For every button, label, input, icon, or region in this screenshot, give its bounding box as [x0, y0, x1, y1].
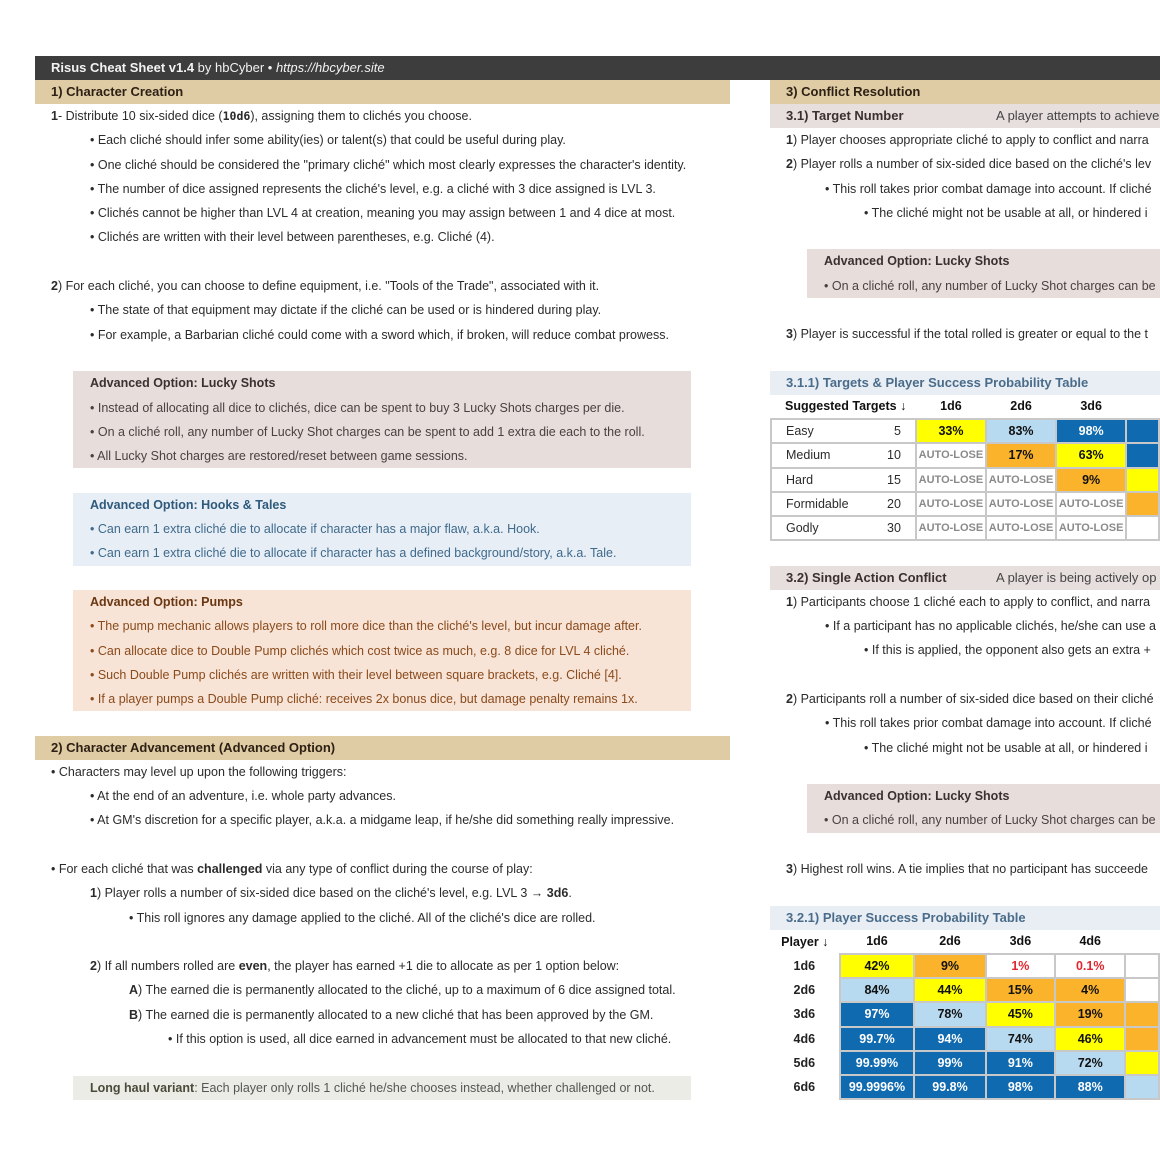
probability-cell: 99.8% — [914, 1075, 985, 1099]
spacer — [770, 833, 1160, 857]
section-conflict-resolution-header: 3) Conflict Resolution — [770, 80, 1160, 104]
targets-table-title: 3.1.1) Targets & Player Success Probability Table — [770, 371, 1160, 395]
column-header: 3d6 — [1009, 934, 1032, 949]
document-title-bar — [35, 56, 1160, 80]
table-row — [771, 516, 1159, 540]
column-header: 2d6 — [939, 934, 961, 949]
creation-bullet: • The number of dice assigned represents the cliché's level, e.g. a cliché with 3 dice assigned is LVL 3. — [90, 181, 656, 196]
column-header: 2d6 — [1010, 399, 1032, 414]
probability-cell: 42% — [840, 954, 915, 978]
player-dice-label: 6d6 — [793, 1080, 816, 1095]
table-row — [770, 1027, 1159, 1051]
conflict-step-2: 2) Participants roll a number of six-sided dice based on their cliché — [786, 691, 1154, 706]
difficulty-label: Godly — [771, 516, 875, 540]
probability-cell: 9% — [1056, 468, 1126, 492]
probability-cell: 0.1% — [1055, 954, 1125, 978]
table-row — [770, 1075, 1159, 1099]
probability-cell: AUTO-LOSE — [1056, 492, 1126, 516]
probability-cell: 88% — [1055, 1075, 1125, 1099]
pumps-bullet: • The pump mechanic allows players to roll more dice than the cliché's level, but incur damage after. — [90, 619, 642, 634]
column-header: 1d6 — [940, 399, 962, 414]
creation-step-1: 1- Distribute 10 six-sided dice (10d6), assigning them to clichés you choose. — [51, 109, 472, 123]
probability-cell: 1% — [986, 954, 1056, 978]
pumps-title: Advanced Option: Pumps — [90, 594, 243, 609]
probability-cell: 63% — [1056, 443, 1126, 467]
creation-bullet: • Each cliché should infer some ability(ies) or talent(s) that could be useful during play. — [90, 133, 566, 148]
advancement-step-1: 1) Player rolls a number of six-sided dice based on the cliché's level, e.g. LVL 3 → 3d6. — [90, 886, 572, 901]
probability-cell: 99.9996% — [840, 1075, 915, 1099]
player-header: Player ↓ — [781, 934, 829, 949]
lucky-shots-option-box — [807, 249, 1160, 298]
target-value: 20 — [875, 492, 916, 516]
spacer — [35, 1051, 730, 1075]
probability-cell: 94% — [914, 1027, 985, 1051]
target-step-2: 2) Player rolls a number of six-sided dice based on the cliché's lev — [786, 157, 1152, 172]
spacer — [35, 930, 730, 954]
section-character-advancement-header: 2) Character Advancement (Advanced Option) — [35, 736, 730, 760]
lucky-shots-option-box — [73, 371, 691, 468]
conflict-step-1: 1) Participants choose 1 cliché each to apply to conflict, and narra — [786, 594, 1151, 609]
target-step-1: 1) Player chooses appropriate cliché to apply to conflict and narra — [786, 133, 1149, 147]
table-row — [771, 443, 1159, 467]
advancement-challenged: • For each cliché that was challenged via any type of conflict during the course of play: — [51, 861, 533, 876]
probability-cell: 83% — [986, 419, 1056, 443]
probability-cell-clipped — [1125, 1051, 1159, 1075]
probability-cell: 9% — [914, 954, 985, 978]
spacer — [770, 663, 1160, 687]
table-row — [770, 978, 1159, 1002]
probability-cell: AUTO-LOSE — [986, 468, 1056, 492]
probability-cell: AUTO-LOSE — [1056, 516, 1126, 540]
probability-cell-clipped — [1126, 516, 1159, 540]
hooks-tales-bullet: • Can earn 1 extra cliché die to allocate if character has a major flaw, a.k.a. Hook. — [90, 522, 540, 537]
probability-cell: AUTO-LOSE — [916, 443, 986, 467]
advancement-step-2: 2) If all numbers rolled are even, the player has earned +1 die to allocate as per 1 option below: — [90, 959, 620, 974]
probability-cell-clipped — [1125, 1002, 1159, 1026]
target-step-3: 3) Player is successful if the total rolled is greater or equal to the t — [786, 327, 1148, 342]
conflict-step-1-note: • If a participant has no applicable clichés, he/she can use a — [825, 619, 1156, 634]
conflict-step-2-subnote: • The cliché might not be usable at all, or hindered i — [864, 740, 1148, 755]
advancement-step-1-note: • This roll ignores any damage applied to the cliché. All of the cliché's dice are rolled. — [129, 910, 596, 925]
advancement-option-b-note: • If this option is used, all dice earned in advancement must be allocated to that new cliché. — [168, 1031, 672, 1046]
target-step-2-note: • This roll takes prior combat damage into account. If cliché — [825, 181, 1152, 196]
player-dice-label: 4d6 — [793, 1031, 816, 1046]
probability-cell: 45% — [986, 1002, 1056, 1026]
spacer — [35, 833, 730, 857]
pumps-bullet: • If a player pumps a Double Pump cliché: receives 2x bonus dice, but damage penalty remains 1x. — [90, 692, 638, 707]
player-dice-label: 3d6 — [793, 1007, 816, 1022]
advancement-option-b: B) The earned die is permanently allocated to a new cliché that has been approved by the GM. — [129, 1007, 654, 1022]
probability-cell-clipped — [1126, 468, 1159, 492]
long-haul-variant-box: Long haul variant: Each player only rolls 1 cliché he/she chooses instead, whether challenged or not. — [73, 1076, 691, 1100]
probability-cell: 98% — [1056, 419, 1126, 443]
target-value: 10 — [875, 443, 916, 467]
difficulty-label: Medium — [771, 443, 875, 467]
probability-cell: 72% — [1055, 1051, 1125, 1075]
spacer — [35, 711, 730, 735]
targets-probability-table — [770, 395, 1160, 541]
probability-cell-clipped — [1125, 1075, 1159, 1099]
lucky-shots-bullet: • On a cliché roll, any number of Lucky Shot charges can be — [824, 813, 1156, 828]
probability-cell: 17% — [986, 443, 1056, 467]
lucky-shots-bullet: • All Lucky Shot charges are restored/reset between game sessions. — [90, 449, 468, 464]
lucky-shots-title: Advanced Option: Lucky Shots — [824, 789, 1010, 804]
table-row — [771, 468, 1159, 492]
probability-cell-clipped — [1126, 443, 1159, 467]
spacer — [35, 566, 730, 590]
probability-cell: 44% — [914, 978, 985, 1002]
spacer — [35, 468, 730, 492]
probability-cell-clipped — [1126, 492, 1159, 516]
probability-cell-clipped — [1125, 978, 1159, 1002]
probability-cell: 19% — [1055, 1002, 1125, 1026]
subsection-target-number-header: 3.1) Target Number A player attempts to achieve — [770, 104, 1160, 128]
probability-cell: AUTO-LOSE — [986, 516, 1056, 540]
equipment-bullet: • The state of that equipment may dictate if the cliché can be used or is hindered during play. — [90, 303, 602, 318]
table-row — [770, 1002, 1159, 1026]
probability-cell: 99% — [914, 1051, 985, 1075]
lucky-shots-title: Advanced Option: Lucky Shots — [90, 376, 276, 391]
advancement-intro: • Characters may level up upon the following triggers: — [51, 764, 347, 779]
player-success-probability-table — [770, 930, 1160, 1101]
probability-cell-clipped — [1125, 954, 1159, 978]
probability-cell: 15% — [986, 978, 1056, 1002]
target-value: 5 — [875, 419, 916, 443]
right-column — [770, 80, 1160, 1100]
lucky-shots-title: Advanced Option: Lucky Shots — [824, 254, 1010, 269]
hooks-tales-bullet: • Can earn 1 extra cliché die to allocate if character has a defined background/story, a.k.a. Tale. — [90, 546, 617, 561]
advancement-trigger: • At GM's discretion for a specific player, a.k.a. a midgame leap, if he/she did something really impressive. — [90, 813, 675, 828]
spacer — [35, 250, 730, 274]
probability-cell: 78% — [914, 1002, 985, 1026]
pumps-bullet: • Can allocate dice to Double Pump clichés which cost twice as much, e.g. 8 dice for LVL 4 cliché. — [90, 643, 630, 658]
conflict-step-1-subnote: • If this is applied, the opponent also gets an extra + — [864, 643, 1151, 658]
probability-cell-clipped — [1126, 419, 1159, 443]
probability-cell: 46% — [1055, 1027, 1125, 1051]
equipment-bullet: • For example, a Barbarian cliché could come with a sword which, if broken, will reduce combat prowess. — [90, 327, 669, 342]
document-title: Risus Cheat Sheet v1.4 — [51, 60, 195, 75]
document-author: by hbCyber • — [194, 60, 276, 75]
probability-cell: 33% — [916, 419, 986, 443]
left-column — [35, 80, 730, 1100]
player-dice-label: 5d6 — [793, 1055, 816, 1070]
target-value: 30 — [875, 516, 916, 540]
probability-cell: 98% — [986, 1075, 1056, 1099]
spacer — [770, 881, 1160, 905]
probability-cell: 4% — [1055, 978, 1125, 1002]
suggested-targets-header: Suggested Targets ↓ — [785, 399, 907, 414]
spacer — [770, 298, 1160, 322]
column-header: 4d6 — [1079, 934, 1101, 949]
pumps-bullet: • Such Double Pump clichés are written with their level between square brackets, e.g. Cliché [4]. — [90, 667, 622, 682]
player-success-table-title: 3.2.1) Player Success Probability Table — [770, 906, 1160, 930]
conflict-step-3: 3) Highest roll wins. A tie implies that no participant has succeede — [786, 862, 1148, 877]
target-step-2-subnote: • The cliché might not be usable at all, or hindered i — [864, 205, 1148, 220]
hooks-tales-option-box — [73, 493, 691, 566]
table-row — [770, 954, 1159, 978]
probability-cell: AUTO-LOSE — [916, 492, 986, 516]
conflict-step-2-note: • This roll takes prior combat damage into account. If cliché — [825, 716, 1152, 731]
spacer — [770, 347, 1160, 371]
probability-cell: 99.99% — [840, 1051, 915, 1075]
player-dice-label: 2d6 — [793, 983, 816, 998]
target-value: 15 — [875, 468, 916, 492]
probability-cell: AUTO-LOSE — [986, 492, 1056, 516]
table-row — [771, 419, 1159, 443]
difficulty-label: Hard — [771, 468, 875, 492]
column-header: 3d6 — [1080, 399, 1102, 414]
spacer — [35, 347, 730, 371]
probability-cell: 91% — [986, 1051, 1056, 1075]
section-character-creation-header: 1) Character Creation — [35, 80, 730, 104]
spacer — [770, 541, 1160, 565]
creation-step-2: 2) For each cliché, you can choose to define equipment, i.e. "Tools of the Trade", associated with it. — [51, 279, 600, 294]
probability-cell: AUTO-LOSE — [916, 516, 986, 540]
pumps-option-box — [73, 590, 691, 711]
difficulty-label: Easy — [771, 419, 875, 443]
column-header: 1d6 — [866, 934, 888, 949]
subsection-single-action-conflict-header: 3.2) Single Action Conflict A player is being actively op — [770, 566, 1160, 590]
hooks-tales-title: Advanced Option: Hooks & Tales — [90, 497, 287, 512]
probability-cell: 99.7% — [840, 1027, 915, 1051]
probability-cell: AUTO-LOSE — [916, 468, 986, 492]
table-row — [770, 1051, 1159, 1075]
probability-cell: 74% — [986, 1027, 1056, 1051]
spacer — [770, 760, 1160, 784]
lucky-shots-bullet: • On a cliché roll, any number of Lucky Shot charges can be — [824, 278, 1156, 293]
probability-cell: 97% — [840, 1002, 915, 1026]
probability-cell-clipped — [1125, 1027, 1159, 1051]
creation-bullet: • One cliché should be considered the "primary cliché" which most clearly expresses the character's identity. — [90, 157, 687, 172]
creation-bullet: • Clichés are written with their level between parentheses, e.g. Cliché (4). — [90, 230, 495, 245]
lucky-shots-bullet: • On a cliché roll, any number of Lucky Shot charges can be spent to add 1 extra die each to the roll. — [90, 424, 645, 439]
player-dice-label: 1d6 — [793, 958, 816, 973]
lucky-shots-bullet: • Instead of allocating all dice to clichés, dice can be spent to buy 3 Lucky Shots charges per die. — [90, 400, 625, 415]
author-url-link[interactable]: https://hbcyber.site — [275, 60, 385, 75]
table-row — [771, 492, 1159, 516]
creation-bullet: • Clichés cannot be higher than LVL 4 at creation, meaning you may assign between 1 and 4 dice at most. — [90, 206, 676, 221]
advancement-trigger: • At the end of an adventure, i.e. whole party advances. — [90, 789, 396, 804]
spacer — [770, 225, 1160, 249]
difficulty-label: Formidable — [771, 492, 875, 516]
lucky-shots-option-box — [807, 784, 1160, 833]
advancement-option-a: A) The earned die is permanently allocated to the cliché, up to a maximum of 6 dice assigned total. — [129, 983, 676, 998]
probability-cell: 84% — [840, 978, 915, 1002]
